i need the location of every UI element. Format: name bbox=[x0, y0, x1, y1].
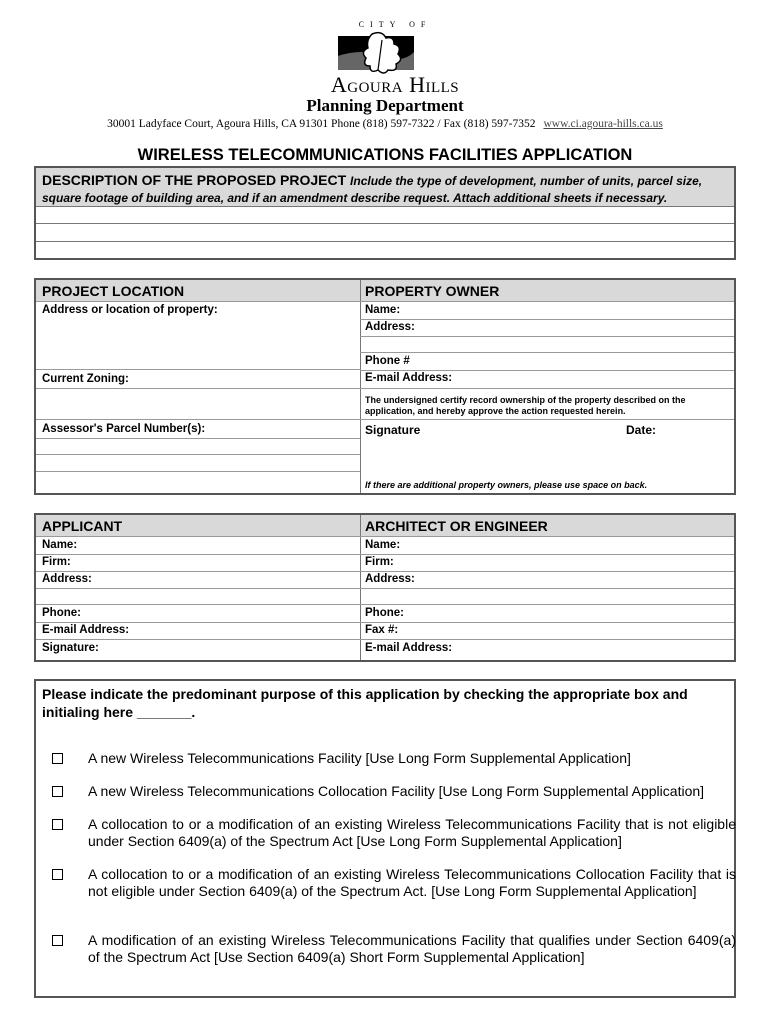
line bbox=[360, 419, 734, 420]
option-label: A new Wireless Telecommunications Facility [Use Long Form Supplemental Application] bbox=[88, 750, 631, 766]
current-zoning-field[interactable]: Current Zoning: bbox=[42, 373, 129, 385]
property-owner-heading: PROPERTY OWNER bbox=[365, 283, 500, 299]
applicant-signature-field[interactable]: Signature: bbox=[42, 642, 99, 654]
line bbox=[36, 454, 360, 455]
department-name: Planning Department bbox=[306, 96, 464, 115]
line bbox=[36, 554, 734, 555]
logo-city-of: CITY OF bbox=[358, 20, 432, 29]
address-text: 30001 Ladyface Court, Agoura Hills, CA 91301 Phone (818) 597-7322 / Fax (818) 597-7352 bbox=[107, 118, 536, 130]
line bbox=[36, 588, 734, 589]
description-section bbox=[34, 166, 736, 260]
description-instructions: Include the type of development, number of units, parcel size, square footage of building area, and if an amendment describe request. Attach additional sheets if necessary. bbox=[42, 174, 703, 205]
option-label: A collocation to or a modification of an existing Wireless Telecommunications Facility that is not eligible under Section 6409(a) of the Spectrum Act [Use Long Form Supplemental Application] bbox=[88, 816, 736, 849]
architect-address-field[interactable]: Address: bbox=[365, 573, 415, 585]
architect-phone-field[interactable]: Phone: bbox=[365, 607, 404, 619]
location-owner-section bbox=[34, 278, 736, 495]
owner-certification-text: The undersigned certify record ownership of the property described on the application, and hereby approve the action requested herein. bbox=[365, 395, 686, 416]
checkbox[interactable] bbox=[52, 869, 63, 880]
architect-firm-field[interactable]: Firm: bbox=[365, 556, 394, 568]
owner-email-field[interactable]: E-mail Address: bbox=[365, 372, 453, 384]
line bbox=[360, 319, 734, 320]
line bbox=[360, 388, 734, 389]
line bbox=[36, 639, 734, 640]
column-divider bbox=[360, 280, 361, 493]
line bbox=[360, 336, 734, 337]
project-location-heading: PROJECT LOCATION bbox=[42, 283, 185, 299]
line bbox=[360, 370, 734, 371]
description-line-3[interactable] bbox=[36, 241, 734, 242]
checkbox[interactable] bbox=[52, 935, 63, 946]
option-label: A new Wireless Telecommunications Collocation Facility [Use Long Form Supplemental Application] bbox=[88, 783, 705, 799]
applicant-architect-section bbox=[34, 513, 736, 662]
checkbox[interactable] bbox=[52, 753, 63, 764]
checkbox[interactable] bbox=[52, 819, 63, 830]
owner-date-field[interactable]: Date: bbox=[626, 423, 657, 437]
architect-fax-field[interactable]: Fax #: bbox=[365, 624, 399, 636]
description-line-1[interactable] bbox=[36, 206, 734, 207]
owner-name-field[interactable]: Name: bbox=[365, 304, 401, 316]
applicant-firm-field[interactable]: Firm: bbox=[42, 556, 71, 568]
additional-owners-note bbox=[365, 480, 647, 491]
checkbox[interactable] bbox=[52, 786, 63, 797]
applicant-email-field[interactable]: E-mail Address: bbox=[42, 624, 130, 636]
description-line-2[interactable] bbox=[36, 223, 734, 224]
architect-name-field[interactable]: Name: bbox=[365, 539, 401, 551]
line bbox=[36, 604, 734, 605]
form-title: WIRELESS TELECOMMUNICATIONS FACILITIES APPLICATION bbox=[137, 146, 633, 164]
header-line bbox=[36, 536, 734, 537]
application-purpose-section bbox=[34, 679, 736, 998]
website-link[interactable]: www.ci.agoura-hills.ca.us bbox=[543, 118, 663, 130]
department-address bbox=[0, 118, 770, 130]
owner-signature-field[interactable]: Signature bbox=[365, 423, 421, 437]
line bbox=[36, 571, 734, 572]
owner-phone-field[interactable]: Phone # bbox=[365, 355, 410, 367]
applicant-heading: APPLICANT bbox=[42, 518, 123, 534]
property-address-field[interactable]: Address or location of property: bbox=[42, 304, 218, 316]
line bbox=[360, 352, 734, 353]
architect-email-field[interactable]: E-mail Address: bbox=[365, 642, 453, 654]
owner-address-field[interactable]: Address: bbox=[365, 321, 415, 333]
purpose-question[interactable]: Please indicate the predominant purpose of this application by checking the appropriate box and initialing here _______. bbox=[42, 686, 688, 720]
option-label: A modification of an existing Wireless Telecommunications Facility that qualifies under Section 6409(a) of the Spectrum Act [Use Section 6409(a) Short Form Supplemental Application] bbox=[88, 932, 736, 965]
city-logo bbox=[320, 20, 470, 98]
option-label: A collocation to or a modification of an existing Wireless Telecommunications Collocation Facility that is not eligible under Section 6409(a) of the Spectrum Act. [Use Long Form Supplemental Application] bbox=[88, 866, 736, 899]
line bbox=[36, 471, 360, 472]
applicant-address-field[interactable]: Address: bbox=[42, 573, 92, 585]
description-header bbox=[36, 168, 734, 206]
oak-leaf-logo-icon bbox=[332, 30, 420, 74]
line bbox=[36, 388, 360, 389]
applicant-phone-field[interactable]: Phone: bbox=[42, 607, 81, 619]
parcel-number-field[interactable]: Assessor's Parcel Number(s): bbox=[42, 423, 206, 435]
line bbox=[36, 438, 360, 439]
description-heading: DESCRIPTION OF THE PROPOSED PROJECT bbox=[42, 172, 347, 188]
logo-city-name: Agoura Hills bbox=[330, 72, 460, 97]
additional-owners-note-text: If there are additional property owners, please use space on back. bbox=[365, 480, 648, 490]
applicant-name-field[interactable]: Name: bbox=[42, 539, 78, 551]
line bbox=[36, 622, 734, 623]
architect-heading: ARCHITECT OR ENGINEER bbox=[365, 518, 548, 534]
line bbox=[36, 419, 360, 420]
header-line bbox=[36, 301, 734, 302]
line bbox=[36, 369, 360, 370]
